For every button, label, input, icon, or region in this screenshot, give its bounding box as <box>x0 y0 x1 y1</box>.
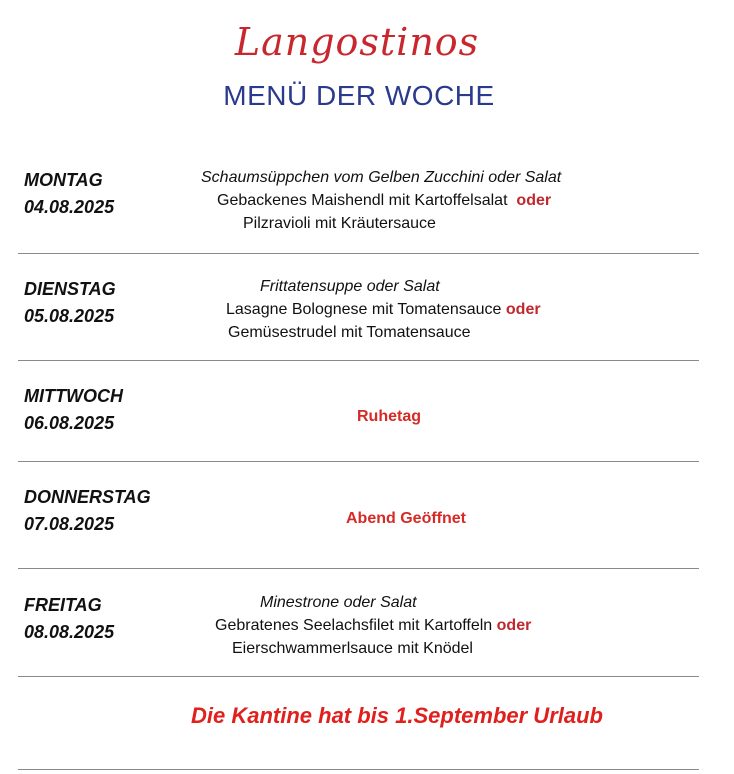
main-course-line <box>215 617 531 635</box>
divider <box>18 676 699 677</box>
divider <box>18 461 699 462</box>
day-block-friday <box>24 592 114 646</box>
day-block-wednesday <box>24 383 123 437</box>
oder-connector: oder <box>505 301 541 318</box>
main-course-line <box>226 301 541 319</box>
oder-connector: oder <box>516 192 552 209</box>
closed-notice: Ruhetag <box>357 408 421 425</box>
main-course-2: Eierschwammerlsauce mit Knödel <box>232 640 473 657</box>
day-block-thursday <box>24 484 151 538</box>
day-date: 08.08.2025 <box>24 622 115 642</box>
day-date: 05.08.2025 <box>24 306 115 326</box>
day-block-monday <box>24 167 114 221</box>
day-date: 07.08.2025 <box>24 514 115 534</box>
evening-open-notice: Abend Geöffnet <box>346 510 466 527</box>
main-course-line <box>217 192 551 210</box>
soup-line: Minestrone oder Salat <box>260 594 417 611</box>
divider <box>18 360 699 361</box>
day-name: MITTWOCH <box>24 386 123 406</box>
day-name: DONNERSTAG <box>24 487 151 507</box>
main-course-1: Gebackenes Maishendl mit Kartoffelsalat <box>217 192 508 209</box>
day-name: MONTAG <box>24 170 103 190</box>
divider <box>18 253 699 254</box>
day-block-tuesday <box>24 276 116 330</box>
restaurant-logo: Langostinos <box>234 20 480 64</box>
divider <box>18 568 699 569</box>
main-course-2: Gemüsestrudel mit Tomatensauce <box>228 324 471 341</box>
day-name: FREITAG <box>24 595 102 615</box>
soup-line: Frittatensuppe oder Salat <box>260 278 440 295</box>
oder-connector: oder <box>496 617 532 634</box>
soup-line: Schaumsüppchen vom Gelben Zucchini oder Salat <box>201 169 562 186</box>
main-course-1: Gebratenes Seelachsfilet mit Kartoffeln <box>215 617 493 634</box>
divider <box>18 769 699 770</box>
menu-title: MENÜ DER WOCHE <box>223 80 495 111</box>
vacation-notice: Die Kantine hat bis 1.September Urlaub <box>191 703 603 728</box>
day-date: 04.08.2025 <box>24 197 115 217</box>
day-date: 06.08.2025 <box>24 413 115 433</box>
main-course-2: Pilzravioli mit Kräutersauce <box>243 215 436 232</box>
main-course-1: Lasagne Bolognese mit Tomatensauce <box>226 301 502 318</box>
day-name: DIENSTAG <box>24 279 116 299</box>
